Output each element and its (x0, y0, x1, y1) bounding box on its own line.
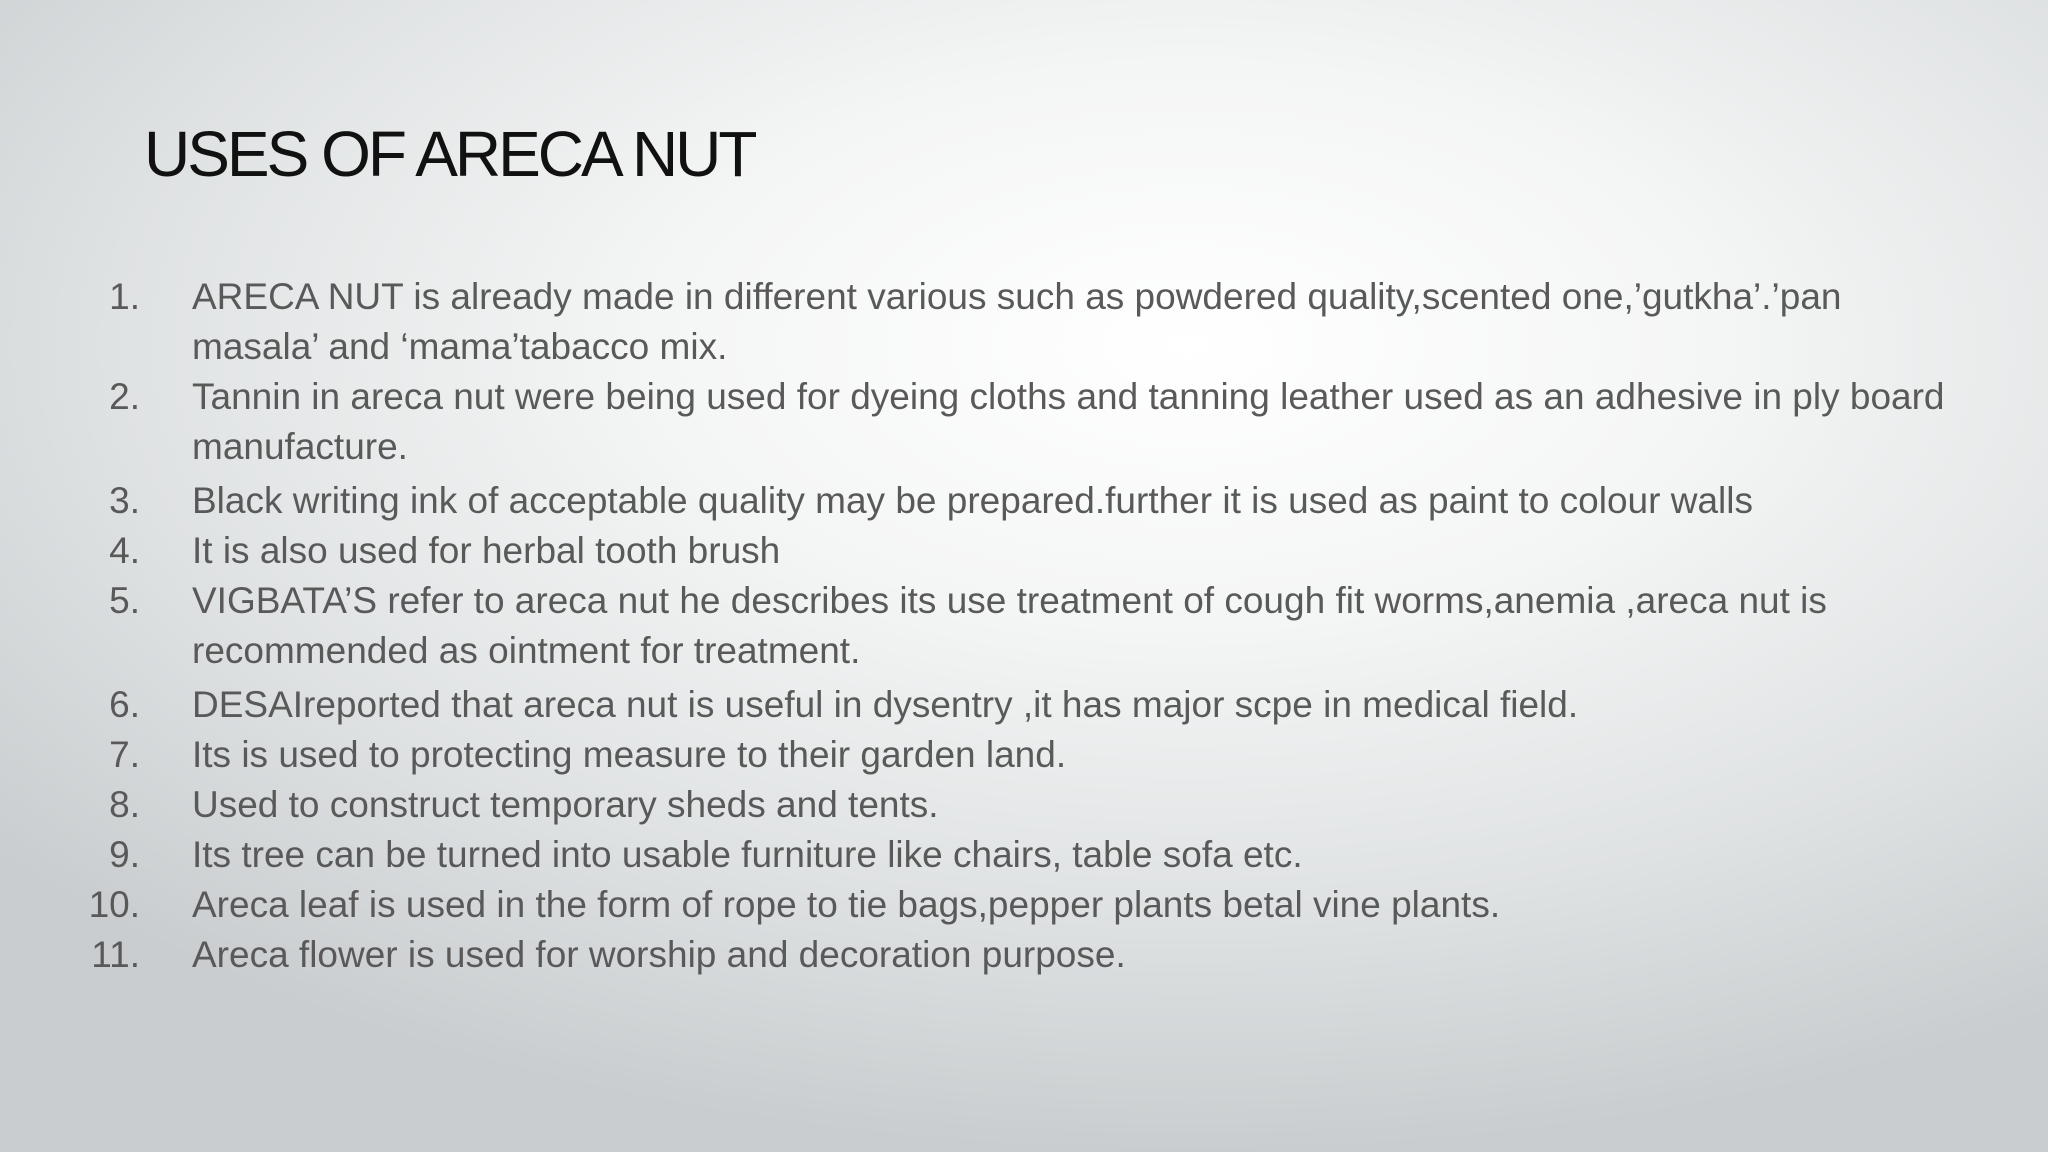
list-item (0, 930, 1952, 980)
uses-list (0, 272, 2000, 980)
list-item-number: 7. (109, 734, 140, 775)
list-item-text: DESAIreported that areca nut is useful in dysentry ,it has major scpe in medical field. (192, 684, 1579, 725)
list-item (0, 272, 1952, 372)
list-item-text: Black writing ink of acceptable quality may be prepared.further it is used as paint to colour walls (192, 480, 1753, 521)
list-item-text: Areca flower is used for worship and decoration purpose. (192, 934, 1126, 975)
list-item-number: 4. (109, 530, 140, 571)
list-item-text: Used to construct temporary sheds and tents. (192, 784, 939, 825)
list-item-number: 6. (109, 684, 140, 725)
list-item-text: ARECA NUT is already made in different various such as powdered quality,scented one,’gutkha’.’pan masala’ and ‘mama’tabacco mix. (192, 276, 1842, 367)
slide-title: USES OF ARECA NUT (144, 118, 755, 190)
list-item (0, 576, 1952, 676)
list-item (0, 730, 1952, 780)
list-item (0, 880, 1952, 930)
list-item-number: 5. (109, 580, 140, 621)
list-item (0, 372, 1952, 472)
list-item-text: VIGBATA’S refer to areca nut he describes its use treatment of cough fit worms,anemia ,areca nut is recommended as ointment for treatment. (192, 580, 1827, 671)
list-item-number: 10. (88, 884, 140, 925)
list-item-number: 8. (109, 784, 140, 825)
list-item (0, 830, 1952, 880)
list-item-text: It is also used for herbal tooth brush (192, 530, 781, 571)
list-item (0, 780, 1952, 830)
list-item-number: 1. (109, 276, 140, 317)
list-item (0, 680, 1952, 730)
list-item-text: Tannin in areca nut were being used for dyeing cloths and tanning leather used as an adhesive in ply board manufacture. (192, 376, 1945, 467)
list-item-text: Its tree can be turned into usable furniture like chairs, table sofa etc. (192, 834, 1303, 875)
list-item (0, 526, 1952, 576)
list-item-number: 2. (109, 376, 140, 417)
list-item-text: Areca leaf is used in the form of rope to tie bags,pepper plants betal vine plants. (192, 884, 1501, 925)
list-item-number: 11. (91, 934, 140, 975)
list-item-number: 9. (109, 834, 140, 875)
list-item-number: 3. (109, 480, 140, 521)
list-item (0, 476, 1952, 526)
list-item-text: Its is used to protecting measure to their garden land. (192, 734, 1067, 775)
